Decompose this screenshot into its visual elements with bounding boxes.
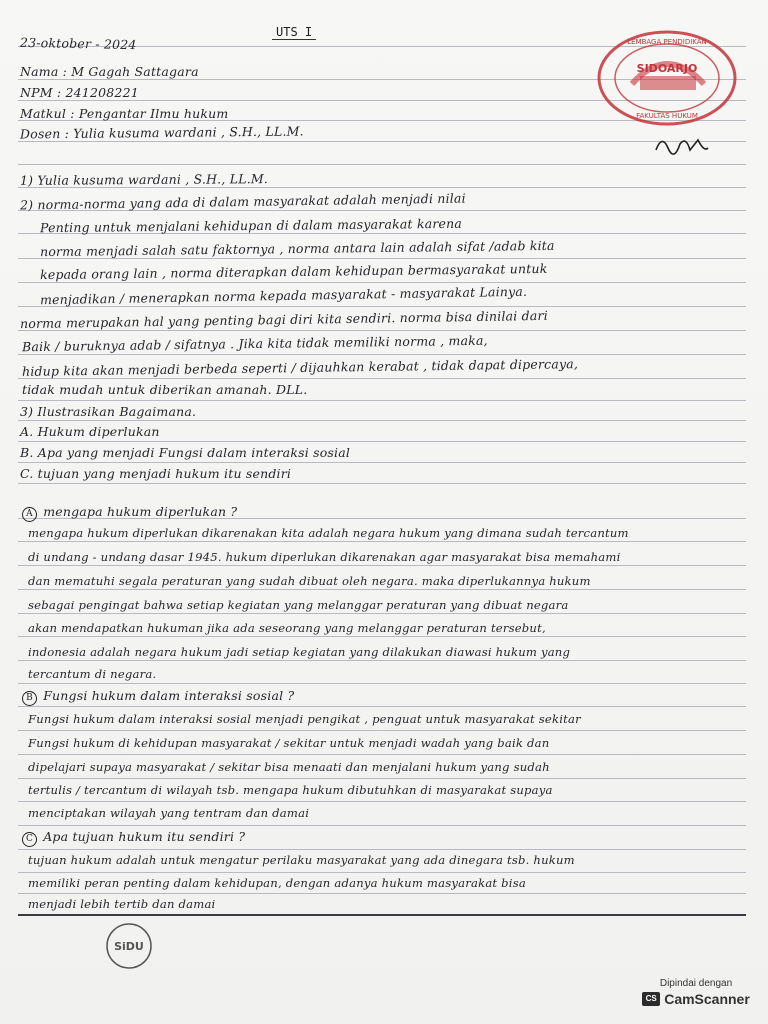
section-b-line: Fungsi hukum di kehidupan masyarakat / sekitar untuk menjadi wadah yang baik dan xyxy=(28,736,550,750)
ruled-line xyxy=(18,462,746,463)
ruled-line xyxy=(18,778,746,779)
ruled-line xyxy=(18,441,746,442)
student-npm: NPM : 241208221 xyxy=(20,85,139,100)
answer-2-line: 2) norma-norma yang ada di dalam masyarakat adalah menjadi nilai xyxy=(19,190,466,213)
section-b-line: menciptakan wilayah yang tentram dan damai xyxy=(28,806,310,820)
section-b-marker: B xyxy=(22,691,37,706)
camscanner-watermark xyxy=(640,978,752,1012)
ruled-line xyxy=(18,613,746,614)
question-3-line: A. Hukum diperlukan xyxy=(20,424,160,439)
section-a-heading: mengapa hukum diperlukan ? xyxy=(43,504,238,519)
answer-2-line: norma menjadi salah satu faktornya , norma antara lain adalah sifat /adab kita xyxy=(39,237,555,260)
ruled-line xyxy=(18,330,746,331)
section-b-line: Fungsi hukum dalam interaksi sosial menjadi pengikat , penguat untuk masyarakat sekitar xyxy=(28,712,581,726)
answer-2-line: menjadikan / menerapkan norma kepada masyarakat - masyarakat Lainya. xyxy=(39,283,528,308)
section-c-heading: Apa tujuan hukum itu sendiri ? xyxy=(43,829,246,844)
signature xyxy=(652,130,712,160)
ruled-line xyxy=(18,306,746,307)
ruled-line xyxy=(18,400,746,401)
scanner-brand xyxy=(640,991,752,1007)
norma-line: tidak mudah untuk diberikan amanah. DLL. xyxy=(22,382,308,397)
section-b-line: dipelajari supaya masyarakat / sekitar bisa menaati dan menjalani hukum yang sudah xyxy=(28,760,550,774)
section-b-line: tertulis / tercantum di wilayah tsb. mengapa hukum dibutuhkan di masyarakat supaya xyxy=(28,783,553,797)
stamp-top-text: LEMBAGA PENDIDIKAN xyxy=(627,38,707,46)
bottom-rule xyxy=(18,914,746,916)
section-c-title xyxy=(22,829,245,847)
ruled-line xyxy=(18,354,746,355)
sidu-logo xyxy=(103,920,155,972)
scanner-caption: Dipindai dengan xyxy=(659,978,733,989)
norma-line: Baik / buruknya adab / sifatnya . Jika kita tidak memiliki norma , maka, xyxy=(21,332,488,355)
section-b-heading: Fungsi hukum dalam interaksi sosial ? xyxy=(43,688,295,703)
stamp-bottom-text: FAKULTAS HUKUM xyxy=(636,112,698,120)
student-name: Nama : M Gagah Sattagara xyxy=(20,64,199,79)
exam-label: UTS I xyxy=(272,25,316,40)
stamp-center-text: SIDOARJO xyxy=(636,62,698,75)
ruled-line xyxy=(18,754,746,755)
section-b-title xyxy=(22,688,294,706)
answer-2-line: Penting untuk menjalani kehidupan di dalam masyarakat karena xyxy=(39,215,463,236)
ruled-line xyxy=(18,893,746,894)
sidu-logo-text: SiDU xyxy=(114,940,144,953)
section-a-line: akan mendapatkan hukuman jika ada seseorang yang melanggar peraturan tersebut, xyxy=(28,621,546,635)
section-a-line: sebagai pengingat bahwa setiap kegiatan yang melanggar peraturan yang dibuat negara xyxy=(28,598,569,612)
answer-1: 1) Yulia kusuma wardani , S.H., LL.M. xyxy=(19,171,269,188)
ruled-line xyxy=(18,187,746,188)
ruled-line xyxy=(18,849,746,850)
question-3-line: C. tujuan yang menjadi hukum itu sendiri xyxy=(20,466,292,481)
question-3-line: B. Apa yang menjadi Fungsi dalam interaksi sosial xyxy=(20,445,351,460)
lecturer-name: Dosen : Yulia kusuma wardani , S.H., LL.M. xyxy=(19,123,304,142)
section-a-line: di undang - undang dasar 1945. hukum diperlukan dikarenakan agar masyarakat bisa memahami xyxy=(28,550,621,564)
course-name: Matkul : Pengantar Ilmu hukum xyxy=(20,106,229,121)
question-3-line: 3) Ilustrasikan Bagaimana. xyxy=(20,404,197,419)
ruled-line xyxy=(18,565,746,566)
ruled-line xyxy=(18,801,746,802)
section-a-line: mengapa hukum diperlukan dikarenakan kita adalah negara hukum yang dimana sudah tercantum xyxy=(28,526,629,540)
ruled-line xyxy=(18,483,746,484)
section-c-line: tujuan hukum adalah untuk mengatur perilaku masyarakat yang ada dinegara tsb. hukum xyxy=(28,853,575,867)
ruled-line xyxy=(18,589,746,590)
ruled-line xyxy=(18,258,746,259)
section-c-line: memiliki peran penting dalam kehidupan, dengan adanya hukum masyarakat bisa xyxy=(28,876,526,890)
faculty-stamp xyxy=(592,24,742,132)
answer-2-line: kepada orang lain , norma diterapkan dalam kehidupan bermasyarakat untuk xyxy=(39,260,548,283)
scanner-name: CamScanner xyxy=(664,991,750,1007)
ruled-line xyxy=(18,660,746,661)
norma-line: hidup kita akan menjadi berbeda seperti / dijauhkan kerabat , tidak dapat dipercaya, xyxy=(21,356,579,379)
ruled-line xyxy=(18,541,746,542)
section-a-line: tercantum di negara. xyxy=(28,667,157,681)
norma-line: norma merupakan hal yang penting bagi diri kita sendiri. norma bisa dinilai dari xyxy=(19,307,548,332)
section-a-marker: A xyxy=(22,507,37,522)
ruled-line xyxy=(18,420,746,421)
section-a-line: dan mematuhi segala peraturan yang sudah dibuat oleh negara. maka diperlukannya hukum xyxy=(28,574,591,588)
ruled-line xyxy=(18,141,746,142)
ruled-line xyxy=(18,282,746,283)
ruled-line xyxy=(18,825,746,826)
ruled-line xyxy=(18,683,746,684)
ruled-line xyxy=(18,636,746,637)
date: 23-oktober - 2024 xyxy=(19,34,137,53)
camscanner-logo-icon: CS xyxy=(642,992,660,1006)
section-c-marker: C xyxy=(22,832,37,847)
ruled-line xyxy=(18,706,746,707)
ruled-line xyxy=(18,164,746,165)
ruled-line xyxy=(18,378,746,379)
section-a-title xyxy=(22,504,237,522)
section-c-line: menjadi lebih tertib dan damai xyxy=(28,897,216,911)
section-a-line: indonesia adalah negara hukum jadi setiap kegiatan yang dilakukan diawasi hukum yang xyxy=(28,645,571,659)
ruled-line xyxy=(18,730,746,731)
ruled-line xyxy=(18,872,746,873)
